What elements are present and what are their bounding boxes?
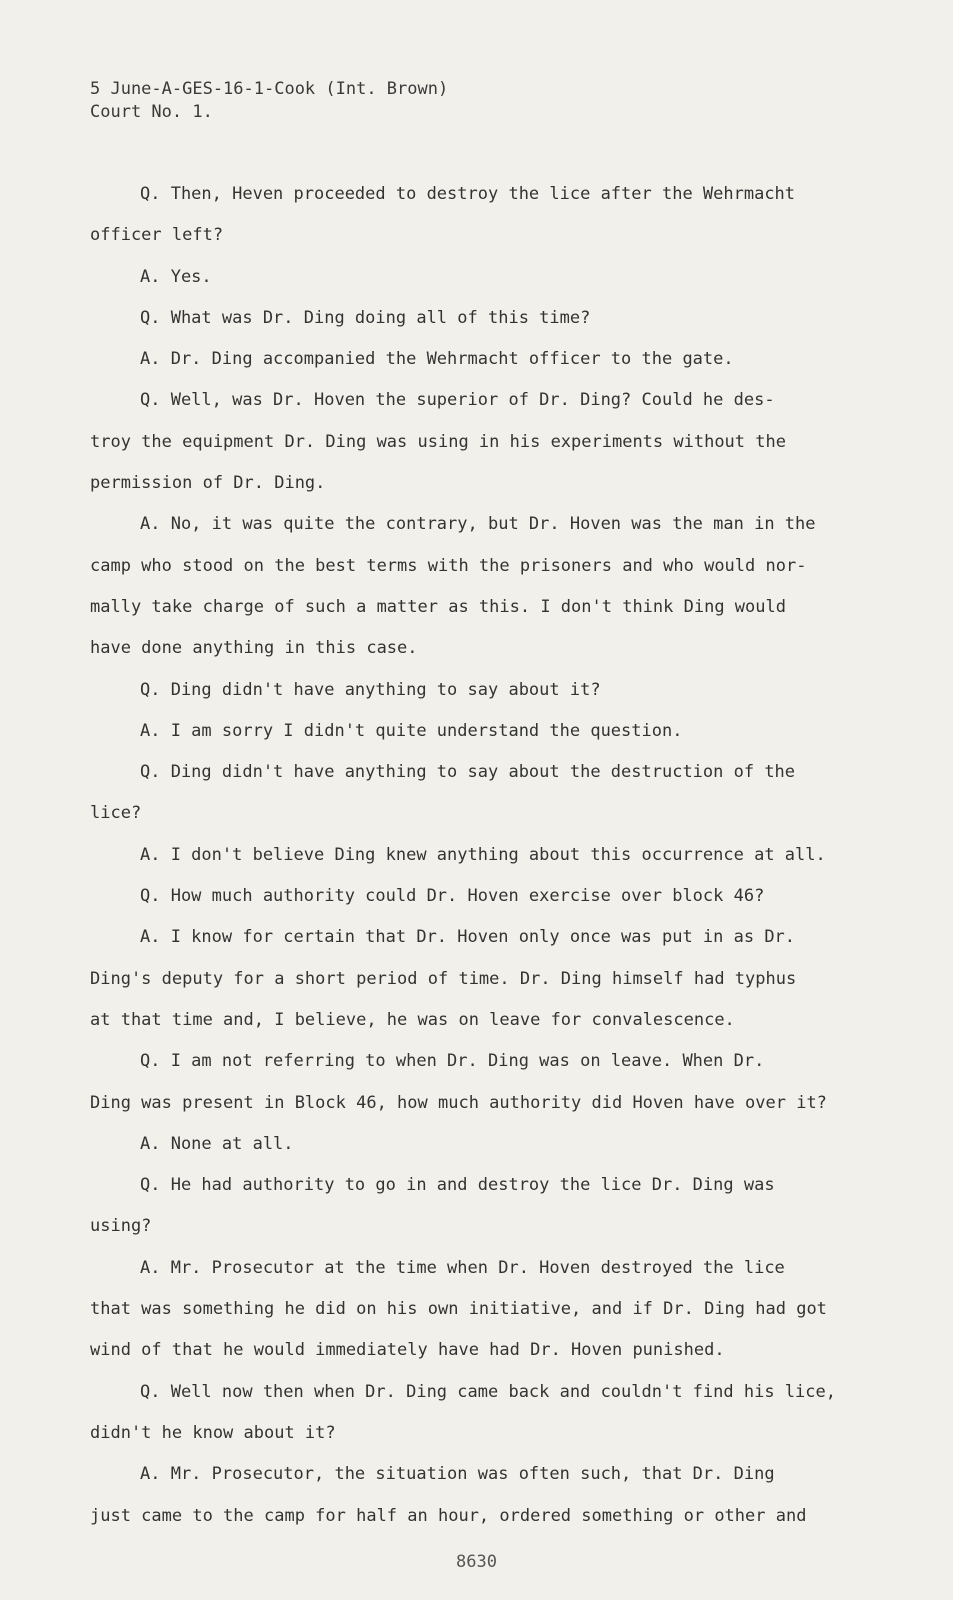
header-line-court: Court No. 1. [90,102,213,122]
transcript-line: A. Yes. [140,266,212,287]
transcript-paragraph [90,174,850,257]
transcript-line: that was something he did on his own initiative, and if Dr. Ding had got [90,1299,827,1320]
transcript-line: Q. Ding didn't have anything to say about it? [140,679,601,700]
transcript-line: Q. Well, was Dr. Hoven the superior of Dr. Ding? Could he des- [140,390,775,411]
transcript-line: Q. Well now then when Dr. Ding came back and couldn't find his lice, [140,1381,836,1402]
transcript-line: A. I am sorry I didn't quite understand the question. [140,720,683,741]
transcript-line: permission of Dr. Ding. [90,473,326,494]
transcript-line: A. Dr. Ding accompanied the Wehrmacht officer to the gate. [140,349,734,370]
page-number: 8630 [456,1552,497,1572]
transcript-line: A. Mr. Prosecutor, the situation was often such, that Dr. Ding [140,1464,775,1485]
transcript-line: Q. I am not referring to when Dr. Ding was on leave. When Dr. [140,1051,765,1072]
transcript-line: A. None at all. [140,1133,294,1154]
transcript-line: wind of that he would immediately have had Dr. Hoven punished. [90,1340,725,1361]
transcript-line: Q. What was Dr. Ding doing all of this time? [140,307,591,328]
transcript-paragraph [90,917,850,1041]
transcript-line: have done anything in this case. [90,638,418,659]
transcript-paragraph [90,1124,850,1165]
transcript-line: Q. Then, Heven proceeded to destroy the lice after the Wehrmacht [140,184,796,204]
transcript-line: lice? [90,803,142,824]
transcript-line: mally take charge of such a matter as this. I don't think Ding would [90,596,786,617]
transcript-line: A. I know for certain that Dr. Hoven only once was put in as Dr. [140,927,796,948]
transcript-paragraph [90,1248,850,1372]
transcript-paragraph [90,876,850,917]
transcript-line: Ding's deputy for a short period of time. Dr. Ding himself had typhus [90,968,797,989]
transcript-paragraph [90,752,850,835]
transcript-line: Q. He had authority to go in and destroy the lice Dr. Ding was [140,1175,775,1196]
transcript-line: officer left? [90,225,224,246]
transcript-line: at that time and, I believe, he was on leave for convalescence. [90,1009,735,1030]
transcript-line: Q. How much authority could Dr. Hoven exercise over block 46? [140,886,765,907]
transcript-line: just came to the camp for half an hour, ordered something or other and [90,1505,807,1526]
transcript-paragraph [90,380,850,504]
transcript-line: A. No, it was quite the contrary, but Dr. Hoven was the man in the [140,514,816,535]
transcript-line: troy the equipment Dr. Ding was using in his experiments without the [90,431,786,452]
transcript-line: camp who stood on the best terms with the prisoners and who would nor- [90,555,807,576]
transcript-body [90,174,850,1537]
transcript-paragraph [90,670,850,711]
transcript-line: using? [90,1216,152,1237]
transcript-paragraph [90,257,850,298]
transcript-paragraph [90,298,850,339]
transcript-paragraph [90,1454,850,1537]
transcript-line: Ding was present in Block 46, how much authority did Hoven have over it? [90,1092,827,1113]
transcript-paragraph [90,504,850,669]
transcript-paragraph [90,835,850,876]
transcript-line: didn't he know about it? [90,1422,336,1443]
transcript-paragraph [90,339,850,380]
transcript-line: Q. Ding didn't have anything to say about the destruction of the [140,762,796,783]
document-header [90,78,448,124]
transcript-line: A. Mr. Prosecutor at the time when Dr. Hoven destroyed the lice [140,1257,785,1278]
transcript-paragraph [90,1041,850,1124]
transcript-line: A. I don't believe Ding knew anything about this occurrence at all. [140,844,826,865]
header-line-case: 5 June-A-GES-16-1-Cook (Int. Brown) [90,79,449,99]
transcript-paragraph [90,1372,850,1455]
transcript-paragraph [90,711,850,752]
transcript-paragraph [90,1165,850,1248]
